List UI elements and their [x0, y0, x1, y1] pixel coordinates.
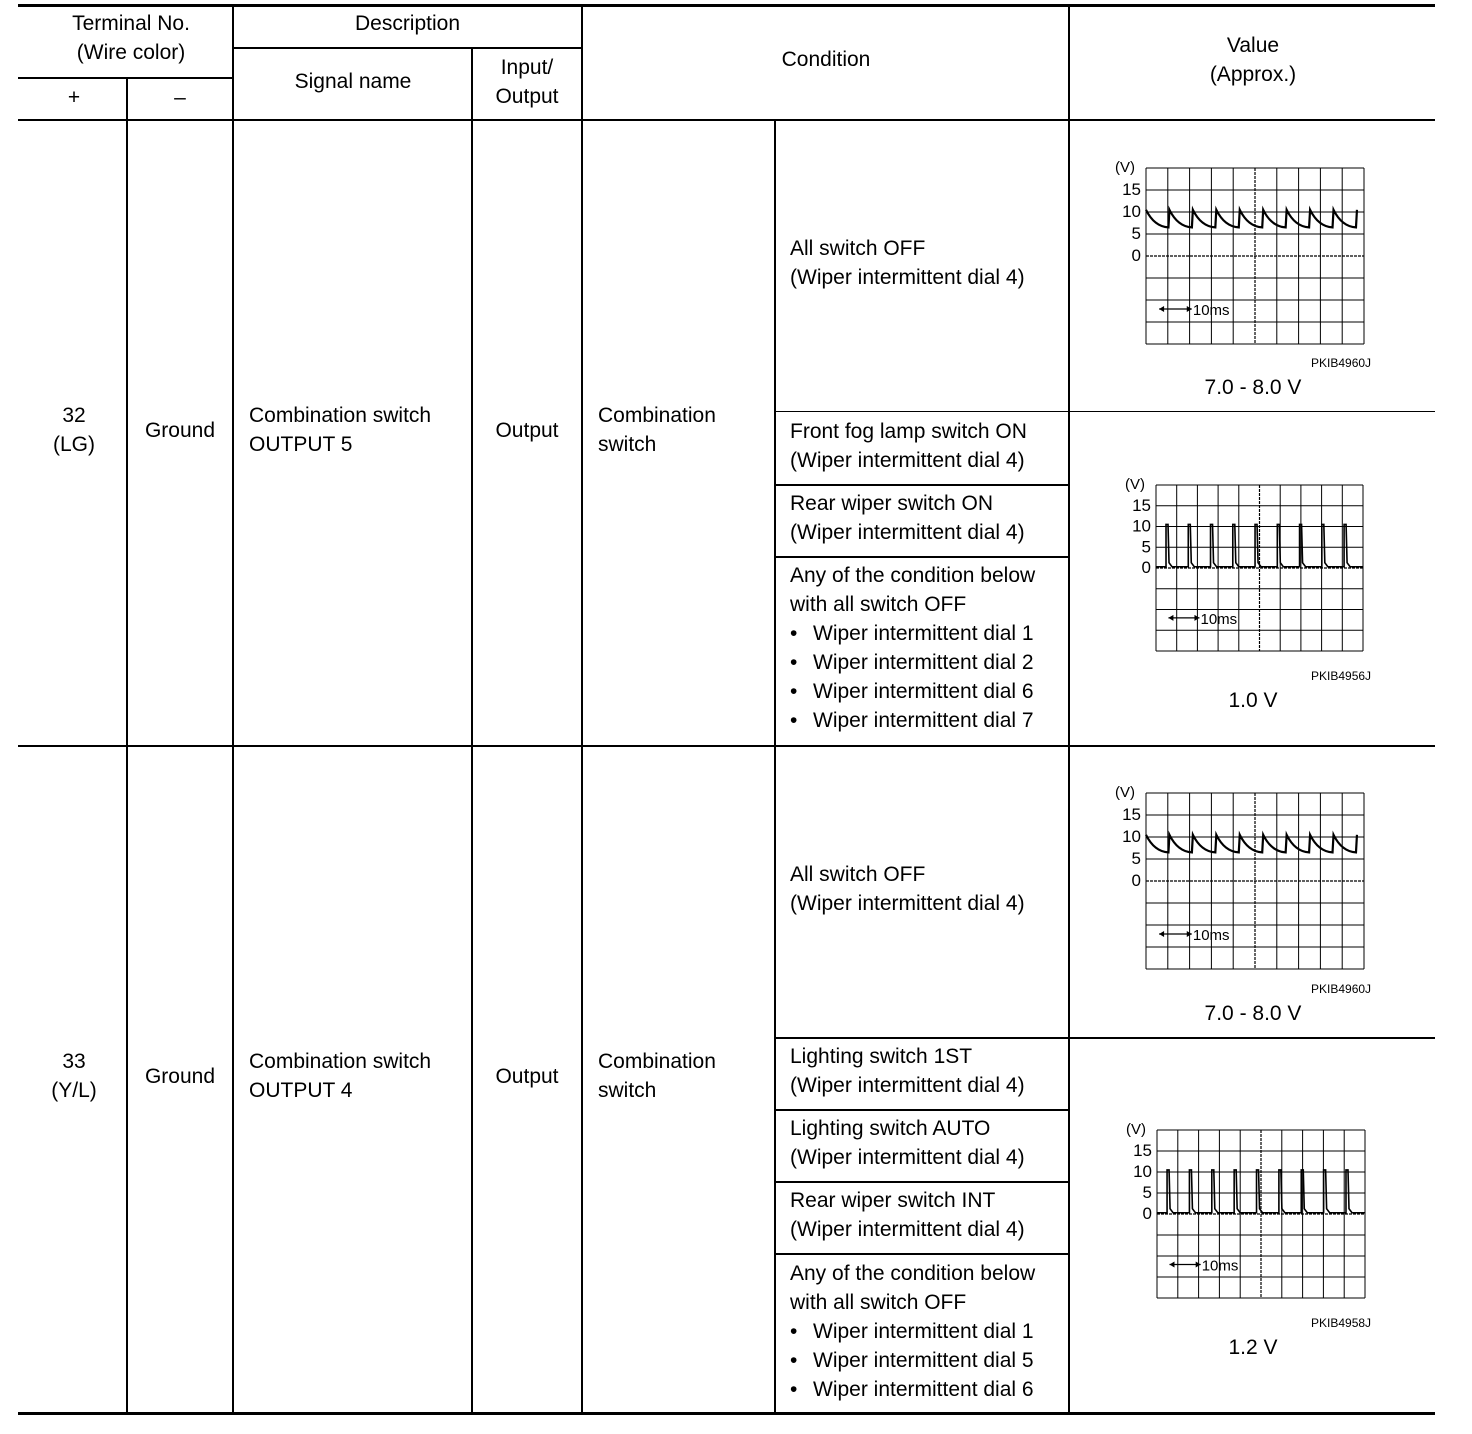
scope-tick-label: 5: [1141, 537, 1151, 557]
scope-tick-label: 5: [1142, 1183, 1152, 1202]
condition-item: Rear wiper switch INT (Wiper intermittent dial 4): [790, 1189, 1025, 1241]
scope-tick-label: 0: [1142, 1204, 1152, 1223]
value-reading: 1.2 V: [1228, 1336, 1278, 1359]
scope-tick-label: 10: [1122, 827, 1141, 846]
scope-tick-label: 10: [1133, 1162, 1152, 1181]
col-line-condition: [581, 5, 583, 1414]
condition-bullet: • Wiper intermittent dial 2: [790, 648, 1035, 677]
value-reading: 7.0 - 8.0 V: [1204, 376, 1302, 399]
ground-terminal: Ground: [144, 1065, 216, 1088]
scope-tick-label: 5: [1131, 849, 1141, 868]
condition-item: Front fog lamp switch ON (Wiper intermittent dial 4): [790, 420, 1027, 472]
scope-time-label: 10ms: [1192, 927, 1230, 944]
condition-main: Combination switch: [598, 1050, 716, 1102]
terminal-number: 32 (LG): [53, 404, 95, 456]
scope-time-label: 10ms: [1201, 1257, 1239, 1275]
header-terminal-no: Terminal No. (Wire color): [72, 12, 190, 64]
header-input-output: Input/ Output: [495, 56, 559, 108]
scope-axis-unit: (V): [1115, 784, 1135, 801]
scope-tick-label: 15: [1133, 1141, 1152, 1160]
scope-tick-label: 0: [1131, 871, 1141, 890]
condition-main: Combination switch: [598, 404, 716, 456]
col-line-minus: [126, 78, 128, 1414]
signal-name: Combination switch OUTPUT 5: [249, 404, 432, 456]
rule-cond: [775, 411, 1435, 412]
col-line-subcondition-1: [774, 120, 776, 746]
rule-description-split: [233, 47, 582, 49]
value-reading: 7.0 - 8.0 V: [1204, 1002, 1302, 1025]
rule-header-bottom: [18, 119, 1435, 121]
rule-cond: [775, 1253, 1069, 1255]
rule-row-separator: [18, 745, 1435, 747]
rule-cond: [775, 1109, 1069, 1111]
header-minus: –: [174, 86, 186, 109]
figure-code: PKIB4956J: [1311, 669, 1372, 683]
scope-time-label: 10ms: [1200, 610, 1238, 628]
header-signal-name: Signal name: [294, 70, 412, 93]
io-direction: Output: [495, 419, 559, 442]
scope-tick-label: 10: [1122, 202, 1141, 221]
scope-axis-unit: (V): [1126, 1121, 1146, 1138]
scope-tick-label: 15: [1122, 180, 1141, 199]
condition-bullet: • Wiper intermittent dial 6: [790, 1375, 1035, 1404]
value-reading: 1.0 V: [1228, 689, 1278, 712]
signal-name: Combination switch OUTPUT 4: [249, 1050, 432, 1102]
header-description: Description: [354, 12, 461, 35]
oscilloscope-waveform: [1108, 160, 1368, 348]
rule-cond: [775, 556, 1069, 558]
col-line-io: [471, 48, 473, 1414]
rule-bottom: [18, 1412, 1435, 1415]
scope-tick-label: 0: [1141, 558, 1151, 577]
scope-tick-label: 10: [1132, 516, 1151, 536]
rule-top: [18, 4, 1435, 7]
scope-tick-label: 15: [1122, 805, 1141, 824]
condition-item: Any of the condition below with all switch OFF • Wiper intermittent dial 1 • Wiper intermittent dial 2 • Wiper intermittent dial 6 • Wiper intermittent dial 7: [790, 561, 1035, 735]
condition-bullet: • Wiper intermittent dial 7: [790, 706, 1035, 735]
col-line-description: [232, 5, 234, 1414]
condition-bullet: • Wiper intermittent dial 1: [790, 619, 1035, 648]
scope-tick-label: 5: [1131, 224, 1141, 243]
scope-tick-label: 0: [1131, 246, 1141, 265]
condition-item: Any of the condition below with all switch OFF • Wiper intermittent dial 1 • Wiper intermittent dial 5 • Wiper intermittent dial 6: [790, 1259, 1035, 1404]
scope-time-label: 10ms: [1192, 302, 1230, 319]
rule-cond: [775, 1181, 1069, 1183]
ground-terminal: Ground: [144, 419, 216, 442]
condition-bullet: • Wiper intermittent dial 5: [790, 1346, 1035, 1375]
condition-item: All switch OFF (Wiper intermittent dial 4): [790, 237, 1025, 289]
header-value: Value (Approx.): [1209, 34, 1297, 86]
scope-tick-label: 15: [1132, 495, 1151, 515]
oscilloscope-waveform: [1120, 1120, 1370, 1302]
condition-item: Rear wiper switch ON (Wiper intermittent dial 4): [790, 492, 1025, 544]
condition-item: All switch OFF (Wiper intermittent dial 4): [790, 863, 1025, 915]
condition-bullet: • Wiper intermittent dial 1: [790, 1317, 1035, 1346]
condition-bullet: • Wiper intermittent dial 6: [790, 677, 1035, 706]
figure-code: PKIB4958J: [1311, 1316, 1372, 1330]
col-line-subcondition-2: [774, 746, 776, 1414]
scope-axis-unit: (V): [1125, 476, 1145, 493]
condition-item: Lighting switch AUTO (Wiper intermittent dial 4): [790, 1117, 1025, 1169]
rule-cond: [775, 484, 1069, 486]
scope-axis-unit: (V): [1115, 159, 1135, 176]
oscilloscope-waveform: [1118, 473, 1368, 653]
io-direction: Output: [495, 1065, 559, 1088]
terminal-number: 33 (Y/L): [51, 1050, 97, 1102]
header-plus: +: [67, 86, 81, 109]
figure-code: PKIB4960J: [1311, 356, 1372, 370]
rule-cond: [775, 1037, 1435, 1039]
header-condition: Condition: [781, 48, 871, 71]
figure-code: PKIB4960J: [1311, 982, 1372, 996]
oscilloscope-waveform: [1108, 785, 1368, 973]
condition-item: Lighting switch 1ST (Wiper intermittent dial 4): [790, 1045, 1025, 1097]
